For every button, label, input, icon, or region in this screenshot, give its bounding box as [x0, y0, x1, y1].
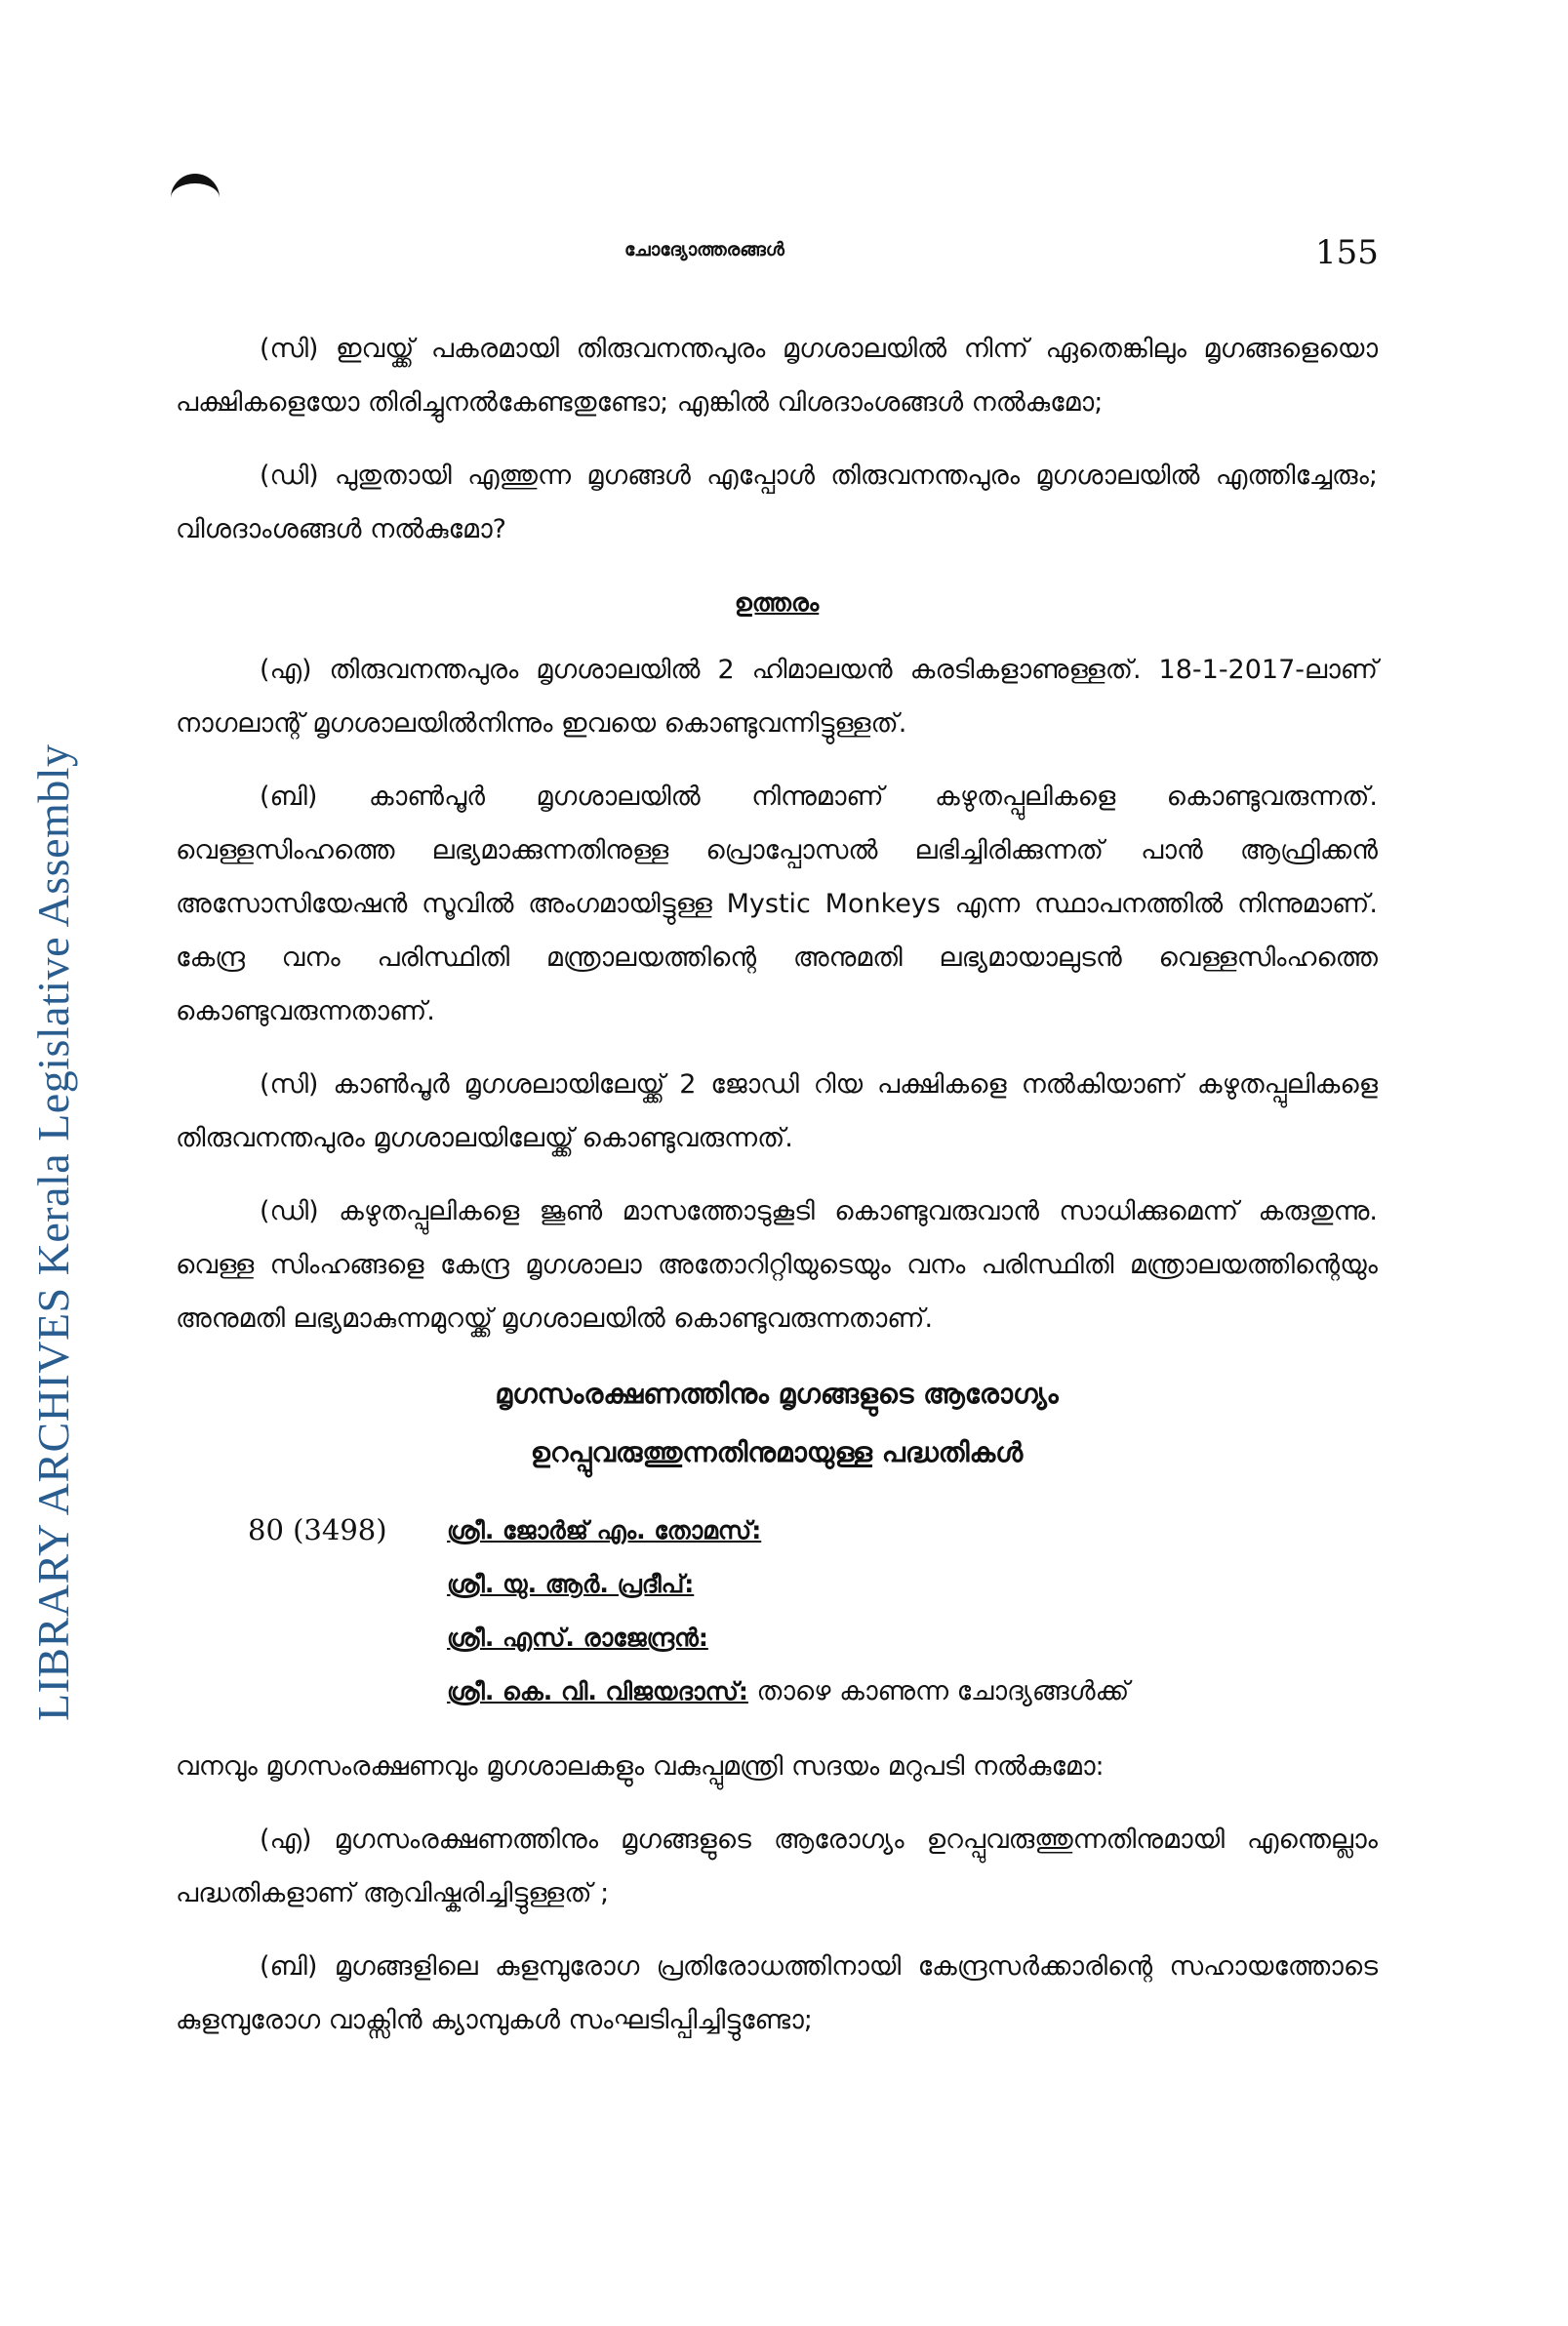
- member-name: ശ്രീ. യു. ആർ. പ്രദീപ്:: [447, 1570, 695, 1598]
- member-name: ശ്രീ. കെ. വി. വിജയദാസ്:: [447, 1677, 748, 1705]
- member-tail-text: താഴെ കാണുന്ന ചോദ്യങ്ങൾക്ക്: [756, 1676, 1130, 1706]
- question-part-d: (ഡി) പുതുതായി എത്തുന്ന മൃഗങ്ങൾ എപ്പോൾ തിരുവനന്തപുരം മൃഗശാലയിൽ എത്തിച്ചേരും; വിശദാംശങ്ങൾ നൽകുമോ?: [176, 461, 1378, 544]
- question-members-block: [176, 1504, 1378, 1718]
- member-line-with-tail: [447, 1664, 1378, 1718]
- section-heading-line-1: മൃഗസംരക്ഷണത്തിനും മൃഗങ്ങളുടെ ആരോഗ്യം: [495, 1378, 1059, 1410]
- question-part-c: (സി) ഇവയ്ക്ക് പകരമായി തിരുവനന്തപുരം മൃഗശാലയിൽ നിന്ന് ഏതെങ്കിലും മൃഗങ്ങളെയൊ പക്ഷികളെയോ തിരിച്ചുനൽകേണ്ടതുണ്ടോ; എങ്കിൽ വിശദാംശങ്ങൾ നൽകുമോ;: [176, 334, 1378, 418]
- running-head: ചോദ്യോത്തരങ്ങൾ: [624, 239, 784, 261]
- page-content: [176, 322, 1378, 2066]
- member-name: ശ്രീ. എസ്. രാജേന്ദ്രൻ:: [447, 1624, 708, 1652]
- question-addressee: വനവും മൃഗസംരക്ഷണവും മൃഗശാലകളും വകുപ്പുമന്ത്രി സദയം മറുപടി നൽകുമോ:: [176, 1751, 1105, 1782]
- answer-part-d: (ഡി) കഴുതപ്പുലികളെ ജൂൺ മാസത്തോടുകൂടി കൊണ്ടുവരുവാൻ സാധിക്കുമെന്ന് കരുതുന്നു. വെള്ള സിംഹങ്ങളെ കേന്ദ്ര മൃഗശാലാ അതോറിറ്റിയുടെയും വനം പരിസ്ഥിതി മന്ത്രാലയത്തിന്റെയും അനുമതി ലഭ്യമാകുന്നമുറയ്ക്ക് മൃഗശാലയിൽ കൊണ്ടുവരുന്നതാണ്.: [176, 1196, 1378, 1334]
- question-line-2: [176, 1557, 1378, 1611]
- member-name: ശ്രീ. ജോർജ് എം. തോമസ്:: [447, 1516, 762, 1544]
- answer-part-b: (ബി) കാൺപൂർ മൃഗശാലയിൽ നിന്നുമാണ് കഴുതപ്പുലികളെ കൊണ്ടുവരുന്നത്. വെള്ളസിംഹത്തെ ലഭ്യമാക്കുന്നതിനുള്ള പ്രൊപ്പോസൽ ലഭിച്ചിരിക്കുന്നത് പാൻ ആഫ്രിക്കൻ അസോസിയേഷൻ സൂവിൽ അംഗമായിട്ടുള്ള Mystic Monkeys എന്ന സ്ഥാപനത്തിൽ നിന്നുമാണ്. കേന്ദ്ര വനം പരിസ്ഥിതി മന്ത്രാലയത്തിന്റെ അനുമതി ലഭ്യമായാലുടൻ വെള്ളസിംഹത്തെ കൊണ്ടുവരുന്നതാണ്.: [176, 782, 1378, 1026]
- section-heading-line-2: ഉറപ്പുവരുത്തുന്നതിനുമായുള്ള പദ്ധതികൾ: [530, 1436, 1024, 1468]
- question-number: 80 (3498): [248, 1513, 387, 1546]
- answer-part-a: (എ) തിരുവനന്തപുരം മൃഗശാലയിൽ 2 ഹിമാലയൻ കരടികളാണുള്ളത്. 18-1-2017-ലാണ് നാഗലാന്റ് മൃഗശാലയിൽനിന്നും ഇവയെ കൊണ്ടുവന്നിട്ടുള്ളത്.: [176, 655, 1378, 739]
- answer-part-c: (സി) കാൺപൂർ മൃഗശലായിലേയ്ക്ക് 2 ജോഡി റിയ പക്ഷികളെ നൽകിയാണ് കഴുതപ്പുലികളെ തിരുവനന്തപുരം മൃഗശാലയിലേയ്ക്ക് കൊണ്ടുവരുന്നത്.: [176, 1069, 1378, 1153]
- question-line-3: [176, 1611, 1378, 1664]
- question-line-1: [176, 1504, 1378, 1557]
- section-heading: [176, 1365, 1378, 1482]
- scan-corner-mark: [171, 174, 220, 205]
- page-number: 155: [1315, 233, 1379, 272]
- new-question-part-a: (എ) മൃഗസംരക്ഷണത്തിനും മൃഗങ്ങളുടെ ആരോഗ്യം ഉറപ്പുവരുത്തുന്നതിനുമായി എന്തെല്ലാം പദ്ധതികളാണ് ആവിഷ്കരിച്ചിട്ടുള്ളത് ;: [176, 1825, 1378, 1908]
- answer-heading: ഉത്തരം: [734, 588, 820, 617]
- new-question-part-b: (ബി) മൃഗങ്ങളിലെ കുളമ്പുരോഗ പ്രതിരോധത്തിനായി കേന്ദ്രസർക്കാരിന്റെ സഹായത്തോടെ കുളമ്പുരോഗ വാക്സിൻ ക്യാമ്പുകൾ സംഘടിപ്പിച്ചിട്ടുണ്ടോ;: [176, 1951, 1378, 2035]
- question-line-4: [176, 1664, 1378, 1718]
- library-watermark: LIBRARY ARCHIVES Kerala Legislative Assembly: [28, 743, 78, 1721]
